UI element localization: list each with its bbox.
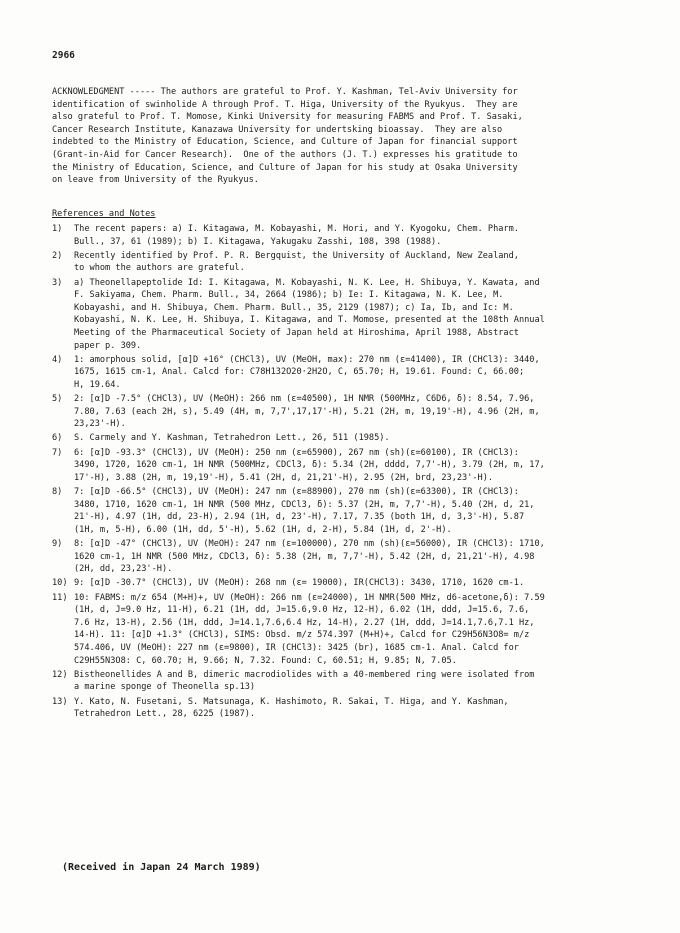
reference-text xyxy=(74,432,656,445)
received-date: (Received in Japan 24 March 1989) xyxy=(62,862,261,873)
reference-line: 6: [α]D -93.3° (CHCl3), UV (MeOH): 250 nm (ε=65900), 267 nm (sh)(ε=60100), IR (CHCl3): xyxy=(74,447,519,458)
reference-line: (1H, m, 5-H), 6.00 (1H, dd, 5'-H), 5.62 (1H, d, 2-H), 5.84 (1H, d, 2'-H). xyxy=(74,524,452,535)
reference-line: 7.6 Hz, 13-H), 2.56 (1H, ddd, J=14.1,7.6,6.4 Hz, 14-H), 2.27 (1H, ddd, J=14.1,7.6,7.1 Hz, xyxy=(74,617,535,628)
reference-item xyxy=(52,577,656,590)
reference-line: 8: [α]D -47° (CHCl3), UV (MeOH): 247 nm (ε=100000), 270 nm (sh)(ε=56000), IR (CHCl3): 1710, xyxy=(74,539,545,549)
reference-line: Kobayashi, N. K. Lee, H. Shibuya, I. Kitagawa, and T. Momose, presented at the 108th Annual xyxy=(74,315,545,326)
reference-line: 3480, 1710, 1620 cm-1, 1H NMR (500 MHz, CDCl3, δ): 5.37 (2H, m, 7,7'-H), 5.40 (2H, d, 21, xyxy=(74,499,535,510)
reference-line: 1: amorphous solid, [α]D +16° (CHCl3), UV (MeOH, max): 270 nm (ε=41400), IR (CHCl3): 3440, xyxy=(74,354,540,365)
reference-line: 7.80, 7.63 (each 2H, s), 5.49 (4H, m, 7,7',17,17'-H), 5.21 (2H, m, 19,19'-H), 4.96 (2H, m, xyxy=(74,406,540,417)
reference-line: (1H, d, J=9.0 Hz, 11-H), 6.21 (1H, dd, J=15.6,9.0 Hz, 12-H), 6.02 (1H, ddd, J=15.6, 7.6, xyxy=(74,605,530,616)
reference-line: 10: FABMS: m/z 654 (M+H)+, UV (MeOH): 266 nm (ε=24000), 1H NMR(500 MHz, d6-acetone,δ): 7.59 xyxy=(74,592,545,603)
reference-text xyxy=(74,250,656,275)
reference-number: 2) xyxy=(52,250,63,261)
references-list xyxy=(52,223,656,722)
ack-line: on leave from University of the Ryukyus. xyxy=(52,175,259,186)
reference-line: The recent papers: a) I. Kitagawa, M. Kobayashi, M. Hori, and Y. Kyogoku, Chem. Pharm. xyxy=(74,224,519,234)
reference-number: 11) xyxy=(52,592,68,603)
reference-line: to whom the authors are grateful. xyxy=(74,263,245,274)
reference-item xyxy=(52,696,656,721)
reference-line: 1620 cm-1, 1H NMR (500 MHz, CDCl3, δ): 5.38 (2H, m, 7,7'-H), 5.42 (2H, d, 21,21'-H), 4.98 xyxy=(74,551,535,562)
reference-number: 7) xyxy=(52,447,63,458)
reference-line: 574.406, UV (MeOH): 227 nm (ε=9800), IR (CHCl3): 3425 (br), 1685 cm-1. Anal. Calcd for xyxy=(74,642,519,653)
reference-line: (2H, dd, 23,23'-H). xyxy=(74,564,173,575)
reference-item xyxy=(52,432,656,445)
reference-text xyxy=(74,669,656,694)
reference-line: Bull., 37, 61 (1989); b) I. Kitagawa, Yakugaku Zasshi, 108, 398 (1988). xyxy=(74,236,442,247)
reference-line: 21'-H), 4.97 (1H, dd, 23-H), 2.94 (1H, d, 23'-H), 7.17, 7.35 (both 1H, d, 3,3'-H), 5.87 xyxy=(74,512,525,523)
reference-item xyxy=(52,538,656,576)
reference-number: 10) xyxy=(52,578,68,589)
reference-line: 3490, 1720, 1620 cm-1, 1H NMR (500MHz, CDCl3, δ): 5.34 (2H, dddd, 7,7'-H), 3.79 (2H, m, 17, xyxy=(74,460,545,471)
reference-item xyxy=(52,669,656,694)
reference-line: Tetrahedron Lett., 28, 6225 (1987). xyxy=(74,709,256,720)
reference-text xyxy=(74,277,656,353)
reference-line: a marine sponge of Theonella sp.13) xyxy=(74,682,256,693)
reference-line: Kobayashi, and H. Shibuya, Chem. Pharm. Bull., 35, 2129 (1987); c) Ia, Ib, and Ic: M. xyxy=(74,302,514,313)
reference-text xyxy=(74,486,656,536)
ack-line: the Ministry of Education, Science, and Culture of Japan for his study at Osaka University xyxy=(52,162,518,173)
reference-item xyxy=(52,447,656,485)
reference-text xyxy=(74,354,656,392)
ack-line: Cancer Research Institute, Kanazawa University for undertsking bioassay. They are also xyxy=(52,124,503,135)
reference-text xyxy=(74,538,656,576)
reference-text xyxy=(74,592,656,668)
reference-line: 17'-H), 3.88 (2H, m, 19,19'-H), 5.41 (2H, d, 21,21'-H), 2.95 (2H, brd, 23,23'-H). xyxy=(74,472,494,483)
reference-line: H, 19.64. xyxy=(74,379,121,390)
reference-number: 9) xyxy=(52,539,63,549)
reference-number: 13) xyxy=(52,696,68,707)
acknowledgment xyxy=(52,86,652,187)
reference-line: C29H55N3O8: C, 60.70; H, 9.66; N, 7.32. Found: C, 60.51; H, 9.85; N, 7.05. xyxy=(74,655,457,666)
reference-item xyxy=(52,393,656,431)
reference-number: 4) xyxy=(52,354,63,365)
page-number: 2966 xyxy=(52,50,75,61)
reference-line: Y. Kato, N. Fusetani, S. Matsunaga, K. Hashimoto, R. Sakai, T. Higa, and Y. Kashman, xyxy=(74,696,509,707)
reference-number: 5) xyxy=(52,394,63,405)
references-heading: References and Notes xyxy=(52,209,156,219)
reference-number: 3) xyxy=(52,277,63,288)
reference-line: 7: [α]D -66.5° (CHCl3), UV (MeOH): 247 nm (ε=88900), 270 nm (sh)(ε=63300), IR (CHCl3): xyxy=(74,487,519,498)
ack-line: (Grant-in-Aid for Cancer Research). One of the authors (J. T.) expresses his gratitude to xyxy=(52,149,518,160)
reference-line: paper p. 309. xyxy=(74,340,142,351)
ack-line: also grateful to Prof. T. Momose, Kinki University for measuring FABMS and Prof. T. Sasaki, xyxy=(52,112,523,123)
reference-line: a) Theonellapeptolide Id: I. Kitagawa, M. Kobayashi, N. K. Lee, H. Shibuya, Y. Kawata, and xyxy=(74,277,540,288)
reference-item xyxy=(52,223,656,248)
reference-line: S. Carmely and Y. Kashman, Tetrahedron Lett., 26, 511 (1985). xyxy=(74,433,390,444)
reference-number: 6) xyxy=(52,433,63,444)
reference-line: 1675, 1615 cm-1, Anal. Calcd for: C78H132O20·2H2O, C, 65.70; H, 19.61. Found: C, 66.00; xyxy=(74,367,525,378)
reference-item xyxy=(52,592,656,668)
reference-text xyxy=(74,393,656,431)
reference-number: 12) xyxy=(52,669,68,680)
reference-text xyxy=(74,447,656,485)
ack-line: identification of swinholide A through Prof. T. Higa, University of the Ryukyus. They are xyxy=(52,99,518,110)
reference-line: 14-H). 11: [α]D +1.3° (CHCl3), SIMS: Obsd. m/z 574.397 (M+H)+, Calcd for C29H56N3O8= m/z xyxy=(74,630,530,641)
reference-line: 2: [α]D -7.5° (CHCl3), UV (MeOH): 266 nm (ε=40500), 1H NMR (500MHz, C6D6, δ): 8.54, 7.96, xyxy=(74,394,535,405)
reference-line: Meeting of the Pharmaceutical Society of Japan held at Hiroshima, April 1988, Abstract xyxy=(74,327,519,338)
reference-line: 9: [α]D -30.7° (CHCl3), UV (MeOH): 268 nm (ε= 19000), IR(CHCl3): 3430, 1710, 1620 cm-1. xyxy=(74,578,525,589)
reference-text xyxy=(74,223,656,248)
reference-text xyxy=(74,577,656,590)
reference-line: 23,23'-H). xyxy=(74,419,126,430)
reference-item xyxy=(52,354,656,392)
reference-number: 8) xyxy=(52,487,63,498)
ack-line: ACKNOWLEDGMENT ----- The authors are grateful to Prof. Y. Kashman, Tel-Aviv University for xyxy=(52,87,518,97)
reference-text xyxy=(74,696,656,721)
reference-line: Recently identified by Prof. P. R. Bergquist, the University of Auckland, New Zealand, xyxy=(74,250,519,261)
ack-line: indebted to the Ministry of Education, Science, and Culture of Japan for financial support xyxy=(52,137,518,148)
reference-number: 1) xyxy=(52,224,63,234)
reference-line: F. Sakiyama, Chem. Pharm. Bull., 34, 2664 (1986); b) Ie: I. Kitagawa, N. K. Lee, M. xyxy=(74,290,504,301)
reference-item xyxy=(52,486,656,536)
reference-item xyxy=(52,250,656,275)
reference-line: Bistheonellides A and B, dimeric macrodiolides with a 40-membered ring were isolated from xyxy=(74,669,535,680)
reference-item xyxy=(52,277,656,353)
